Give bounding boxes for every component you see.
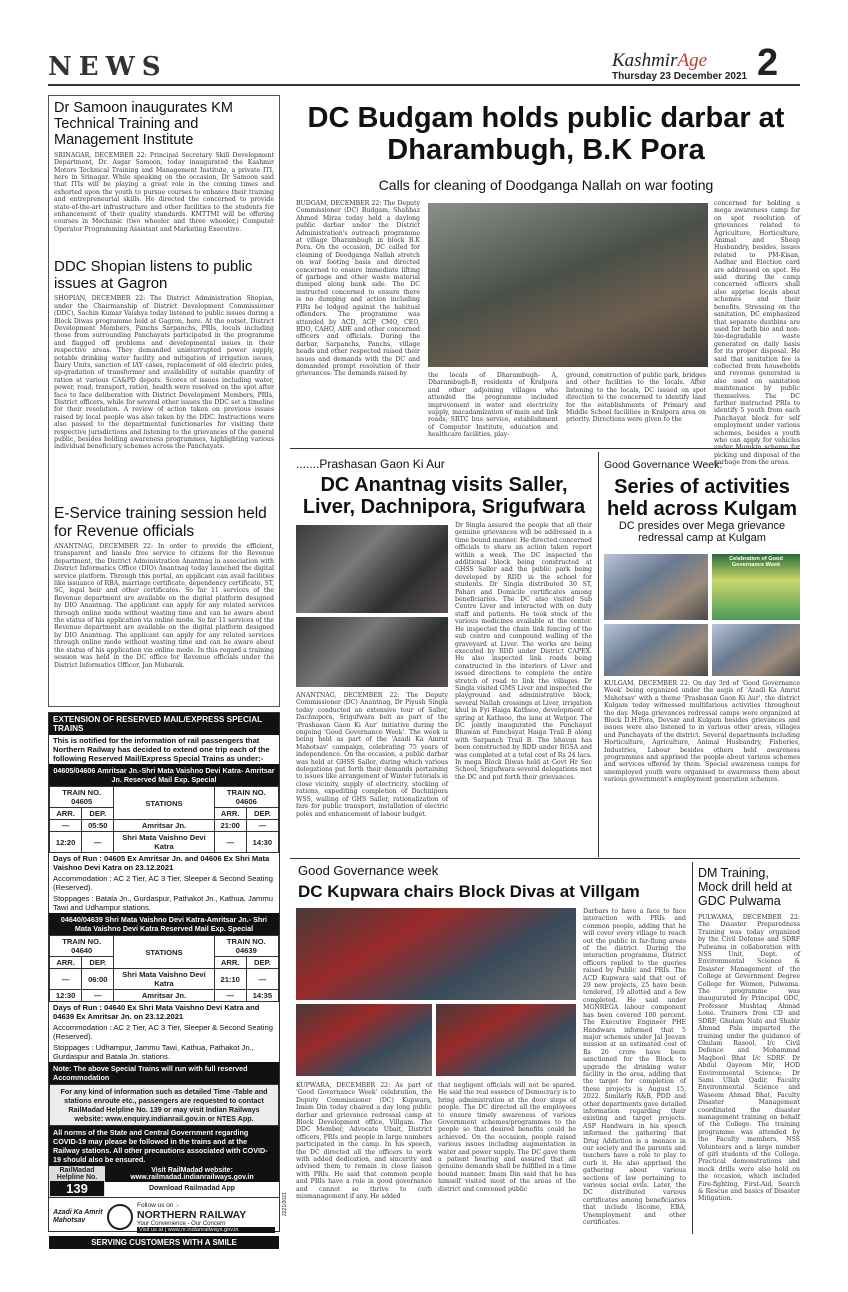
- cell: Shri Mata Vaishno Devi Katra: [114, 832, 214, 853]
- train2-right-no: TRAIN NO. 04639: [214, 936, 278, 957]
- train2-title: 04640/04639 Shri Mata Vaishno Devi Katra-Amritsar Jn.- Shri Mata Vaishno Devi Katra Reserved Mail Exp. Special: [49, 913, 279, 935]
- rail-note: Note: The above Special Trains will run with full reserved Accommodation: [49, 1062, 279, 1084]
- kupwara-headline[interactable]: DC Kupwara chairs Block Divas at Villgam: [298, 882, 640, 901]
- kupwara-col1: KUPWARA, DECEMBER 22: As part of 'Good Governance Week' celebration, the Deputy Commissioner (DC) Kupwara, Imam Din today chaired a day long public darbar and grievance redressal camp at Block Development office, Villgam. The DDC Member, Advocate Ubait, District officers, PRIs and people in large numbers participated in the camp. In his speech, the DC directed all the officers to work with added dedication, and sincerity and advised them to remain in close liaison with PRIs. He said that common people and PRIs have a role in good governance and cannot so thrive to curb mismanagement if any. He added: [296, 1082, 432, 1201]
- vdivider: [692, 862, 693, 1234]
- cell: 14:30: [246, 832, 278, 853]
- main-col1: BUDGAM, DECEMBER 22: The Deputy Commissioner (DC) Budgam, Shahbaz Ahmed Mirza today held a daylong public darbar under the District Administration's outreach programme at village Dharambugh in block B.K Pora. On the occasion, DC called for cleaning of Doodganga Nallah stretch on war footing basis and directed concerned to ensure immediate lifting of garbage and other waste material dumped along bank side. The DC instructed concerned to ensure there is no dumping and action including FIRs be lodged against the habitual offenders. The programme was attended by ACD, ACP, CMO, CEO, BDO, CAHO, ADE and other concerned officers and officials. During the darbar, Sarpanchs, Panchs, village heads and other respected raised their issues and demands with the DC and demanded prompt resolution of their grievances. The demands raised by: [296, 200, 420, 378]
- nr-block: [137, 1202, 275, 1233]
- kupwara-photo-top: [296, 908, 576, 1000]
- covid-notice: All norms of the State and Central Government regarding COVID-19 may please be followed in the trains and at the Railway stations. All other precautions associated with COVID-19 should also be ensured.: [49, 1126, 279, 1166]
- dep-label: DEP.: [82, 957, 114, 969]
- divider: [290, 858, 800, 859]
- kupwara-kicker: Good Governance week: [298, 863, 439, 878]
- railmadad-app[interactable]: Download Railmadad App: [148, 1185, 236, 1192]
- main-col4: concerned for holding a mega awareness camp for on spot resolution of grievances related to Agriculture, Horticulture, Animal and Sheep Husbandry, besides, issues related to PM-Kisan, Aadhar and Election card are addressed on spot. He said during the camp concerned officers shall also apprise locals about schemes and their benefits. Stressing on the sanitation, DC emphasized that separate dustbins are used for both bio and non-bio-degradable waste generated on daily basis for its proper disposal. He said that sanitation fee is collected from households and revenue generated is also used on sanitation maintenance by public themselves. The DC further instructed PRIs to identify 5 youth from each Panchayat block for self employment under various schemes, besides a youth who can apply for vehicles picking and disposal of the garbage from the areas.: [714, 200, 800, 467]
- cell: —: [50, 969, 82, 990]
- azadi-logo: Azadi Ka Amrit Mahotsav: [53, 1209, 103, 1224]
- shopian-headline[interactable]: DDC Shopian listens to public issues at Gagron: [54, 257, 253, 292]
- kulgam-body: KULGAM, DECEMBER 22: On day 3rd of 'Good Governance Week' being organized under the aegis of 'Azadi Ka Amrut Mahotsav' with a theme 'Prashasan Gaon Ki Aur', the district Kulgam today witnessed multifarious activities throughout the day. Mega grievances redressal camps were organized at Block D.H.Pora, Devsar and Kulgam besides grievances and issues were also listened to in various other areas, villages and Panchayats of the district. Several departments including Horticulture, Agriculture, Animal Husbandry, Fisheries, Industries, Labour besides others held awareness programmes and apprised the people about various schemes and services offered by them. Special awareness camps for unemployed youth were organised to awareness them about various government's employment generation schemes.: [604, 680, 800, 784]
- kulgam-photo-right: [712, 624, 800, 676]
- cell: —: [246, 969, 278, 990]
- kulgam-subheadline: DC presides over Mega grievance redressal camp at Kulgam: [618, 520, 786, 545]
- train1-stoppages: Stoppages : Batala Jn., Gurdaspur, Pathakot Jn., Kathua, Jammu Tawi and Udhampur stations.: [53, 894, 273, 912]
- cell: 06:00: [82, 969, 114, 990]
- table-row: [50, 820, 279, 832]
- train1-accommodation: Accommodation : AC 2 Tier, AC 3 Tier, Sleeper & Second Seating (Reserved).: [53, 874, 273, 892]
- kulgam-kicker: Good Governance Week:: [604, 459, 723, 471]
- railway-advertisement: [48, 712, 280, 1247]
- main-col3: ground, construction of public park, bridges and other facilities to the locals. After listening to the locals, DC issued on spot direction to the concerned to identify land for the establishments of Primary and Middle School facilities in Kralpora area on priority. Directions were given to the: [566, 372, 706, 424]
- cell: —: [50, 820, 82, 832]
- stations-header: STATIONS: [114, 787, 214, 820]
- anantnag-col1: ANANTNAG, DECEMBER 22: The Deputy Commissioner (DC) Anantnag, Dr Piyush Singla today conducted an extensive tour of Saller, Dachnipora, Srigufwara belt as part of the 'Prashasan Gaon Ki Aur' initiative during the ongoing 'Good Governance Week'. The week is being held as part of the 'Azadi Ka Amrut Mahotsav' campaign, celebrating 75 years of independence. On the occasion, a public darbar was held at GHSS Saller, during which various delegations put forth their demands pertaining to issues like arrangement of Winter tutorials in close vicinity, supply of electricity, stocking of rations, expediting completion of Dachnipora WSS, walling of GHS Saller, rationalization of fare for public transport, installation of electric poles and enhancement of labour budget.: [296, 692, 448, 818]
- cell: Amritsar Jn.: [114, 820, 214, 832]
- main-subheadline: Calls for cleaning of Doodganga Nallah on war footing: [378, 177, 714, 193]
- arr-label: ARR.: [50, 808, 82, 820]
- main-photo: [428, 203, 708, 367]
- drill-body: PULWAMA, DECEMBER 22: The Disaster Preparedness Training was today organized by the Civil Defense and SDRF Pulwama in collaboration with NSS Unit, Dept. of Environmental Science & Disaster Management of the College at Government Degree College for Women, Pulwama. The programme was inaugurated by Principal GDC, Professor Mushtaq Ahmad Lone. Trainers from CD and SDRF, Ghulam Nabi and Shabir Ahmad Pala imparted the training under the guidance of Ghulam Rasool, I/c Civil Defence and Mohammad Maqbool Bhat I/c SDRF. Dr Abdul Qayoom Mir, HOD Environmental Science; Dr Sami Ullah Qadir, Faculty Environmental Science and Waseem Ahmad Bhat, Faculty Disaster Management coordinated the disaster management training on behalf of the College. The training programme was attended by the Faculty members, NSS Volunteers and a large number of girl students of the College. Practical demonstrations and mock drills were also held on the occasion, which included Fire-fighting, First-Aid, Search & Rescue and basics of Disaster Mitigation.: [698, 914, 800, 1203]
- arr-label: ARR.: [214, 808, 246, 820]
- samoon-headline[interactable]: Dr Samoon inaugurates KM Technical Training and Management Institute: [54, 100, 233, 149]
- cell: 12:30: [50, 990, 82, 1002]
- rail-info: For any kind of information such as detailed Time -Table and stations enroute etc., passengers are requested to contact RailMadad Helpline No. 139 or may visit Indian Railways website: www.enquiry.indianrail.gov.in or NTES App.: [49, 1084, 279, 1126]
- shopian-body: SHOPIAN, DECEMBER 22: The District Administration Shopian, under the Chairmanship of District Development Commissioner (DDC), Sachin Kumar Vaishya today listened to public issues during a Block Diwas programme held at Gagron, here. At the outset, District Development Members, Panchs Sarpanchs, PRIs, locals including those from surrounding Panchayats participated in the programme and flagged off problems and developmental issues in their respective areas. They demanded uninterrupted power supply, potable drinking water facility and mitigation of irrigation issues, Dairy Units, sanction of IAY cases, replacement of old electric poles, up-gradation of transformer and availability of suitable quantity of ration at various CA&PD depots. Scores of issues including water, power, road, transport, ration, health were resolved on the spot after face to face deliberation with District Development Members, PRIs, District officers, while for several other issues the DDC set a timeline for their resolution. A review of action taken on previous issues raised by local people was also taken by the DDC. Instructions were also passed to the departmental functionaries for visiting their respective jurisdictions and listening to the grievances of the general public, besides holding awareness programmes, highlighting various individual beneficiary schemes across the Panchayats.: [54, 295, 274, 451]
- cell: —: [246, 820, 278, 832]
- train2-stoppages: Stoppages : Udhampur, Jammu Tawi, Kathua, Pathakot Jn., Gurdaspur and Batala Jn. stations.: [53, 1043, 254, 1061]
- anantnag-photo-top: [296, 525, 448, 613]
- train2-left-no: TRAIN NO. 04640: [50, 936, 114, 957]
- logo-accent: Age: [677, 50, 708, 71]
- anantnag-photo-bottom: [296, 617, 448, 687]
- kulgam-photo-banner: [712, 554, 800, 620]
- header-rule: [48, 84, 800, 86]
- table-row: [50, 990, 279, 1002]
- kupwara-photo-bottom-right: [436, 1004, 576, 1076]
- eservice-body: ANANTNAG, DECEMBER 22: In order to provide the efficient, transparent and hassle free service to citizens for the Revenue department, the District Administration Anantnag in association with District Informatics Office (DIO) Anantnag today launched the digital service platform. Through this portal, an applicant can avail facilities like issuance of RBA, marriage certificate, dependency certificate, ST, SC, legal heir and other certificates. So far 11 services of the Revenue department are available on the digital platform designed by DIO Anantnag. The applicant can apply for any related services through online mode without wasting time and can be aware about the status of his application via online mode. So far 11 services of the Revenue department are available on the digital platform designed by DIO Anantnag. The applicant can apply for any related services through online mode without wasting time and can be aware about the status of his application via online mode. In this regard a training session was held in the DC office for Revenue officials under the District Informatics Officer, Jan Mubarak.: [54, 543, 274, 669]
- northern-railway-site[interactable]: Visit us at | www.nr.indianrailways.gov.in: [137, 1227, 275, 1233]
- kupwara-photo-bottom-left: [296, 1004, 432, 1076]
- cell: 14:35: [246, 990, 278, 1002]
- railmadad-number: 139: [50, 1181, 104, 1196]
- train2-timetable: [49, 935, 279, 1002]
- kulgam-headline[interactable]: Series of activities held across Kulgam: [606, 476, 798, 521]
- issue-date: Thursday 23 December 2021: [612, 71, 748, 82]
- divider: [290, 448, 800, 449]
- railmadad-links: [105, 1166, 279, 1197]
- arr-label: ARR.: [214, 957, 246, 969]
- page-number: 2: [757, 42, 779, 84]
- cell: 21:10: [214, 969, 246, 990]
- train1-right-no: TRAIN NO. 04606: [214, 787, 278, 808]
- kulgam-banner-text: Celebration of Good Governance Week: [729, 556, 783, 568]
- cell: —: [214, 832, 246, 853]
- dep-label: DEP.: [246, 957, 278, 969]
- logo-main: Kashmir: [612, 50, 678, 71]
- kulgam-photo-middle: [604, 624, 708, 676]
- main-col2: the locals of Dharambugh- A, Dharambugh-B, residents of Kralpora and other adjoining villages who attended the programme included improvement in water and electricity supply, macadamization of main and link roads, SRTC bus service, establishment of Computer Institute, education and healthcare facilities, play-: [428, 372, 558, 439]
- train1-title: 04605/04606 Amritsar Jn.-Shri Mata Vaishno Devi Katra- Amritsar Jn. Reserved Mail Exp. Special: [49, 764, 279, 786]
- kupwara-col2: that negligent officials will not be spared. He said the real essence of Democracy is to bring administration at the door steps of people. The DC directed all the employees to ensure timely awareness of various Government schemes/programmes to the people so that desired benefits could be achieved. On the occasion, people raised various issues including augmentation in water and power supply. The DC gave them a patient hearing and assured that all genuine demands shall be fulfilled in a time bound manner. Imam Din said that he has himself visited most of the areas of the district and convened public: [438, 1082, 576, 1193]
- railmadad-label: RailMadad Helpline No.: [56, 1167, 98, 1181]
- samoon-body: SRINAGAR, DECEMBER 22: Principal Secretary Skill Development Department, Dr. Asgar Samoon, today inaugurated the Kashmir Motors Technical Training and Management Institute, a private ITI, here in Srinagar. While speaking on the occasion, Dr Samoon said that ITIs will be playing a great role in the coming times and exhorted upon the youth to pursue courses to enhance their training and entrepreneurial skills. He directed the concerned to provide state-of-the-art infrastructure and other facilities to the students for enhancement of their quality standards. KMTTMI will be offering courses in Mechanic (two wheeler and three wheeler,) Computer Operator Programming Assistant and Marketing Executive.: [54, 151, 274, 233]
- railmadad-website[interactable]: Visit RailMadad website: www.railmadad.indianrailways.gov.in: [105, 1166, 279, 1182]
- cell: Shri Mata Vaishno Devi Katra: [114, 969, 214, 990]
- northern-railway-tagline: Your Convenience - Our Concern: [137, 1220, 226, 1227]
- cell: 12:20: [50, 832, 82, 853]
- rail-footer-slogan: SERVING CUSTOMERS WITH A SMILE: [49, 1236, 279, 1249]
- ad-code: 2221/2021: [282, 1192, 288, 1216]
- train2-accommodation: Accommodation : AC 2 Tier, AC 3 Tier, Sleeper & Second Seating (Reserved).: [53, 1023, 273, 1041]
- cell: —: [214, 990, 246, 1002]
- vdivider: [598, 452, 599, 857]
- train2-days: Days of Run : 04640 Ex Shri Mata Vaishno Devi Katra and 04639 Ex Amritsar Jn. on 23.12.2021: [53, 1003, 260, 1021]
- train1-days: Days of Run : 04605 Ex Amritsar Jn. and 04606 Ex Shri Mata Vaishno Devi Katra on 23.12.2021: [53, 854, 270, 872]
- dep-label: DEP.: [82, 808, 114, 820]
- kulgam-photo-left: [604, 554, 708, 620]
- anantnag-kicker: .......Prashasan Gaon Ki Aur: [296, 457, 445, 471]
- anantnag-headline[interactable]: DC Anantnag visits Saller, Liver, Dachnipora, Srigufwara: [302, 474, 586, 519]
- follow-us: Follow us on :-: [137, 1201, 180, 1209]
- masthead-logo[interactable]: [612, 50, 707, 72]
- cell: —: [82, 832, 114, 853]
- dep-label: DEP.: [246, 808, 278, 820]
- table-row: [50, 969, 279, 990]
- table-row: [50, 832, 279, 853]
- arr-label: ARR.: [50, 957, 82, 969]
- nr-emblem-icon: [107, 1204, 133, 1230]
- left-column-box: [48, 95, 280, 707]
- cell: —: [82, 990, 114, 1002]
- stations-header: STATIONS: [114, 936, 214, 969]
- cell: 21:00: [214, 820, 246, 832]
- kupwara-col3: Darbars to have a face to face interaction with PRIs and common people, adding that he will cover every village to reach out the public in far-flung areas of the district. During the interaction programme, District officers replied to the queries raised by Public and PRIs. The ACD Kupwara said that out of 29 new projects, 25 have been tendered, 19 allotted and a few completed. He said under MGNREGA labour component has been covered 100 percent. The Executive Engineer PHE Handwara informed that 5 major schemes under Jal Jeevan mission at an estimated cost of Rs 26 crore have been sanctioned for the Block to upgrade the drinking water facility in the area, adding that the target for completion of these projects is August 15, 2022. Similarly R&B, PDD and other departments gave detailed information regarding their existing and target projects. ASP Handwara in his speech informed the gathering that Drug Addiction is a menace in our society and the parents and teachers have a role to play to curb it. He also apprised the gathering about various sections of law pertaining to various social evils. Later, the DC distributed various certificates among beneficiaries that include Income, EBA, Unemployment and other certificates.: [583, 908, 686, 1227]
- cell: Amritsar Jn.: [114, 990, 214, 1002]
- section-label: NEWS: [48, 52, 168, 82]
- northern-railway-name: NORTHERN RAILWAY: [137, 1208, 247, 1221]
- railmadad-helpline: [49, 1166, 105, 1197]
- train1-timetable: [49, 786, 279, 853]
- eservice-headline[interactable]: E-Service training session held for Revenue officials: [54, 505, 267, 540]
- rail-ad-heading: EXTENSION OF RESERVED MAIL/EXPRESS SPECIAL TRAINS: [49, 713, 279, 735]
- railmadad-row: [49, 1166, 279, 1198]
- train1-left-no: TRAIN NO. 04605: [50, 787, 114, 808]
- rail-ad-intro: This is notified for the information of rail passengers that Northern Railway has decided to extend one trip each of the following Reserved Mail/Express Special Trains as under:-: [53, 736, 270, 763]
- drill-headline[interactable]: DM Training, Mock drill held at GDC Pulwama: [698, 866, 792, 908]
- cell: 05:50: [82, 820, 114, 832]
- main-headline[interactable]: DC Budgam holds public darbar at Dharambugh, B.K Pora: [307, 102, 785, 167]
- anantnag-col2: Dr Singla assured the people that all their genuine grievances will be addressed in a time bound manner. He directed concerned officials to share an action taken report within a week. The DC inspected the additional block being constructed at GHSS Saller and the public park being developed by RDD in the school for students. Dr Singla distributed 30 ST, Pahari and Domicile certificates among beneficiaries. The DC also visited Sub Centre Liver and interacted with on duty staff and patients. He took stock of the various medicines available at the center. He inspected the chain link fencing of the sub centre and compound walling of the graveyard at Liver. The works are being executed by RDD under District CAPEX. He also inspected link roads being constructed in the interiors of Liver and issued directions to complete the entire stretch of road to link the villages. Dr Singla visited GMS Liver and inspected the playground and administrative block, several Nallah crossings at Liver, irrigation khul in Fyi Haiga Kathsoo, development of spring at Kathsoo, the lane at Watpor. The DC jointly inaugurated the Panchayat Bhawan at Panchayat Haiga Trail B along with Sarpanch Trail B. The bhavan has been constructed by RDD under RGSA and was completed at a total cost of Rs 24 lacs. In mega Block Diwas held at Govt Hr Sec School, Srigufwara several delegations met the DC and put forth their grievances.: [455, 522, 592, 781]
- rail-footer-logos: [49, 1198, 279, 1236]
